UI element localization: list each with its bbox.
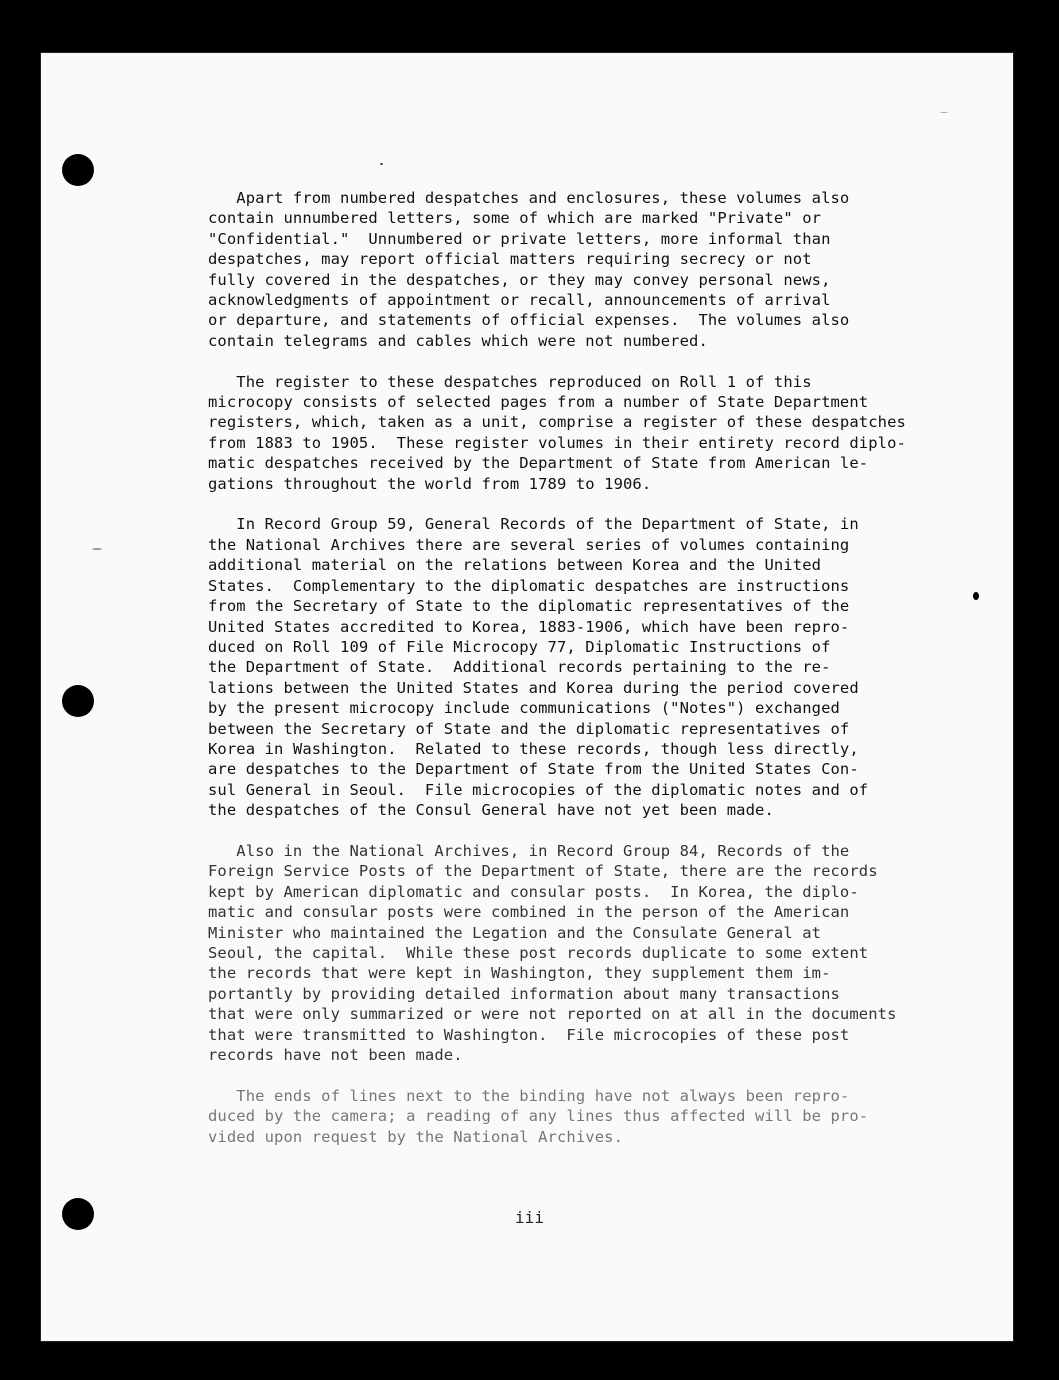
text-line: United States accredited to Korea, 1883-1906, which have been repro- <box>208 617 850 636</box>
text-line: acknowledgments of appointment or recall, announcements of arrival <box>208 291 831 310</box>
text-line: the despatches of the Consul General have not yet been made. <box>208 801 774 820</box>
text-line: duced by the camera; a reading of any lines thus affected will be pro- <box>208 1107 869 1126</box>
text-line: records have not been made. <box>208 1046 463 1065</box>
text-line: The register to these despatches reproduced on Roll 1 of this <box>208 372 812 391</box>
text-line: duced on Roll 109 of File Microcopy 77, Diplomatic Instructions of <box>208 637 831 656</box>
text-line: the records that were kept in Washington, they supplement them im- <box>208 964 831 983</box>
text-line: Apart from numbered despatches and enclosures, these volumes also <box>208 189 850 207</box>
binder-hole-middle <box>62 685 94 717</box>
text-line: that were only summarized or were not reported on at all in the documents <box>208 1005 897 1024</box>
text-line: "Confidential." Unnumbered or private letters, more informal than <box>208 229 831 248</box>
text-line: registers, which, taken as a unit, comprise a register of these despatches <box>208 413 906 432</box>
paragraph-1 <box>208 188 968 351</box>
text-line: Foreign Service Posts of the Department of State, there are the records <box>208 862 878 881</box>
text-line: gations throughout the world from 1789 to 1906. <box>208 474 652 493</box>
paragraph-5 <box>208 1086 968 1147</box>
text-line: from the Secretary of State to the diplomatic representatives of the <box>208 597 850 616</box>
text-line: that were transmitted to Washington. File microcopies of these post <box>208 1025 850 1044</box>
text-line: or departure, and statements of official expenses. The volumes also <box>208 311 850 330</box>
text-line: Minister who maintained the Legation and the Consulate General at <box>208 923 822 942</box>
text-line: contain telegrams and cables which were not numbered. <box>208 331 708 350</box>
ink-speck <box>92 548 102 550</box>
text-line: matic despatches received by the Department of State from American le- <box>208 454 869 473</box>
text-line: Seoul, the capital. While these post records duplicate to some extent <box>208 943 869 962</box>
page-number: iii <box>515 1208 544 1227</box>
text-line: from 1883 to 1905. These register volumes in their entirety record diplo- <box>208 433 906 452</box>
text-line: vided upon request by the National Archives. <box>208 1127 623 1146</box>
text-line: lations between the United States and Korea during the period covered <box>208 678 859 697</box>
text-line: by the present microcopy include communications ("Notes") exchanged <box>208 699 840 718</box>
ink-speck <box>940 112 948 113</box>
text-line: In Record Group 59, General Records of the Department of State, in <box>208 515 859 534</box>
text-line: Korea in Washington. Related to these records, though less directly, <box>208 739 859 758</box>
text-line: are despatches to the Department of State from the United States Con- <box>208 760 859 779</box>
paragraph-3 <box>208 514 968 820</box>
text-line: matic and consular posts were combined in the person of the American <box>208 903 850 922</box>
text-line: States. Complementary to the diplomatic despatches are instructions <box>208 576 850 595</box>
text-line: contain unnumbered letters, some of which are marked "Private" or <box>208 209 822 228</box>
text-line: between the Secretary of State and the diplomatic representatives of <box>208 719 850 738</box>
text-line: The ends of lines next to the binding have not always been repro- <box>208 1086 850 1105</box>
text-line: microcopy consists of selected pages from a number of State Department <box>208 393 869 412</box>
body-text <box>208 188 968 1167</box>
text-line: portantly by providing detailed information about many transactions <box>208 984 840 1003</box>
paragraph-2 <box>208 372 968 494</box>
text-line: the National Archives there are several series of volumes containing <box>208 535 850 554</box>
text-line: kept by American diplomatic and consular posts. In Korea, the diplo- <box>208 882 859 901</box>
text-line: Also in the National Archives, in Record Group 84, Records of the <box>208 841 850 860</box>
paragraph-4 <box>208 841 968 1065</box>
ink-speck <box>973 592 979 600</box>
text-line: the Department of State. Additional records pertaining to the re- <box>208 658 831 677</box>
text-line: additional material on the relations between Korea and the United <box>208 556 822 575</box>
text-line: sul General in Seoul. File microcopies of the diplomatic notes and of <box>208 780 869 799</box>
text-line: despatches, may report official matters requiring secrecy or not <box>208 250 812 269</box>
text-line: fully covered in the despatches, or they may convey personal news, <box>208 270 831 289</box>
ink-speck <box>380 163 383 165</box>
binder-hole-top <box>62 154 94 186</box>
